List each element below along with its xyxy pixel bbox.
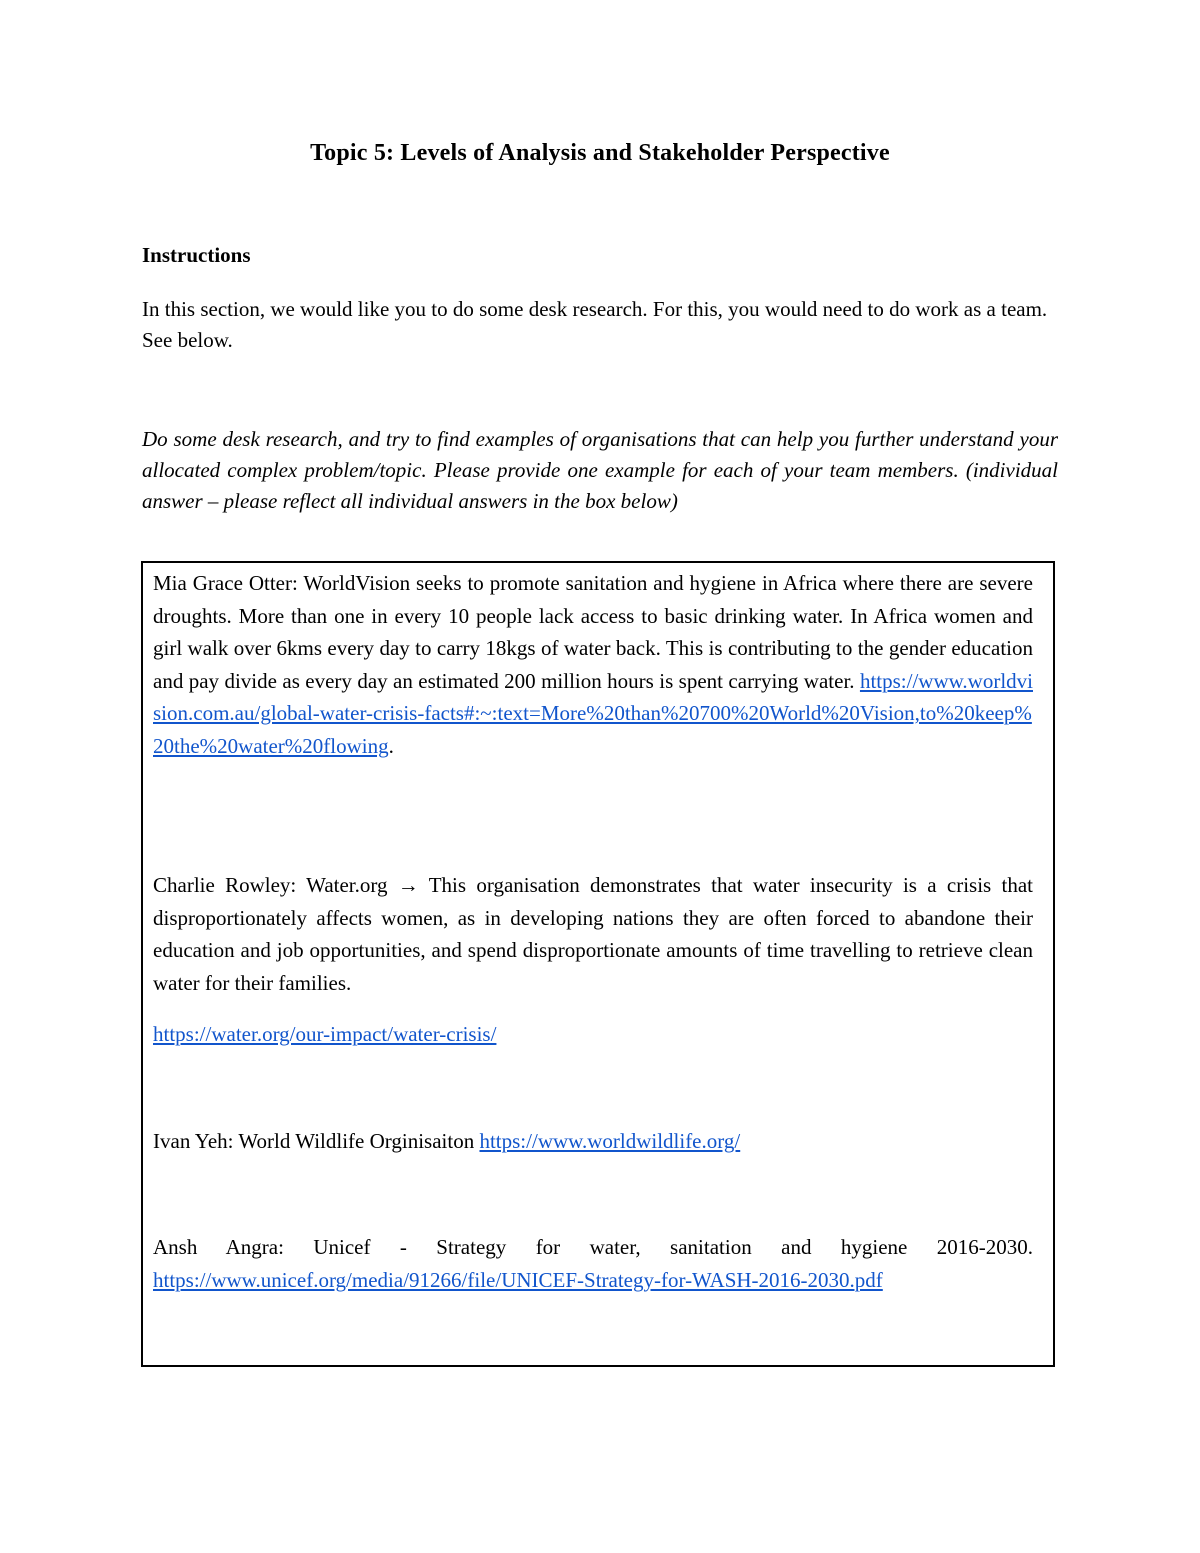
prompt-paragraph: Do some desk research, and try to find examples of organisations that can help you further understand your allocated complex problem/topic. Please provide one example for each of your team members. (individual answer – please reflect all individual answers in the box below)	[142, 427, 1058, 513]
answer-ivan-link[interactable]: https://www.worldwildlife.org/	[479, 1129, 741, 1153]
answer-ivan	[153, 1125, 1033, 1158]
instructions-heading: Instructions	[142, 243, 251, 267]
answer-mia-link[interactable]: https://www.worldvision.com.au/global-water-crisis-facts#:~:text=More%20than%20700%20World%20Vision,to%20keep%20the%20water%20flowing	[153, 668, 1033, 758]
answer-ansh	[153, 1231, 1033, 1296]
answer-charlie-link-paragraph	[153, 1018, 1033, 1051]
answer-mia	[153, 567, 1033, 762]
answer-charlie-text: Charlie Rowley: Water.org → This organisation demonstrates that water insecurity is a crisis that disproportionately affects women, as in developing nations they are often forced to abandone their education and job opportunities, and spend disproportionate amounts of time travelling to retrieve clean water for their families.	[153, 873, 1033, 995]
answer-ansh-link[interactable]: https://www.unicef.org/media/91266/file/UNICEF-Strategy-for-WASH-2016-2030.pdf	[153, 1267, 883, 1292]
document-title: Topic 5: Levels of Analysis and Stakeholder Perspective	[310, 140, 890, 166]
answer-box	[141, 561, 1055, 1367]
answer-mia-text: Mia Grace Otter: WorldVision seeks to promote sanitation and hygiene in Africa where there are severe droughts. More than one in every 10 people lack access to basic drinking water. In Africa women and girl walk over 6kms every day to carry 18kgs of water back. This is contributing to the gender education and pay divide as every day an estimated 200 million hours is spent carrying water.	[153, 571, 1033, 693]
answer-charlie	[153, 869, 1033, 999]
answer-ivan-text: Ivan Yeh: World Wildlife Orginisaiton	[153, 1129, 480, 1153]
intro-paragraph: In this section, we would like you to do some desk research. For this, you would need to do work as a team. See below.	[142, 297, 1048, 352]
answer-ansh-text: Ansh Angra: Unicef - Strategy for water, sanitation and hygiene 2016-2030.	[153, 1235, 1033, 1259]
answer-charlie-link[interactable]: https://water.org/our-impact/water-crisis/	[153, 1022, 497, 1046]
answer-mia-trailing: .	[388, 733, 394, 758]
